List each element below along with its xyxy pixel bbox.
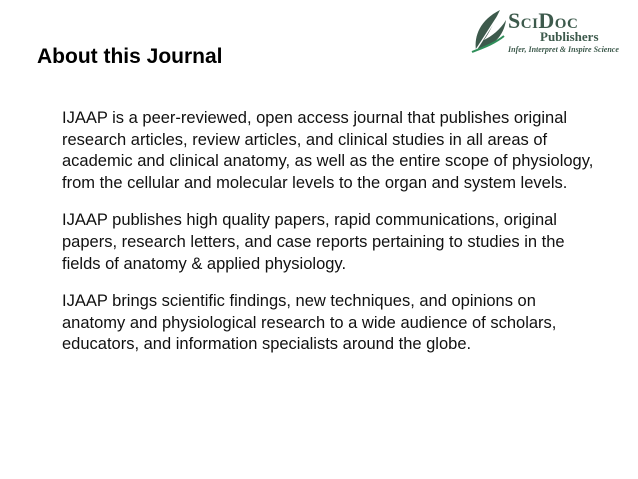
logo-brand-text: SciDoc	[508, 8, 579, 33]
page-title: About this Journal	[37, 45, 223, 68]
description-paragraph-3: IJAAP brings scientific findings, new techniques, and opinions on anatomy and physiological research to a wide audience of scholars, educators, and information specialists around the globe.	[62, 292, 557, 354]
logo-sub-text: Publishers	[540, 29, 599, 44]
leaf-logo-icon	[470, 6, 510, 56]
publisher-logo	[470, 6, 632, 58]
description-paragraph-1: IJAAP is a peer-reviewed, open access journal that publishes original research articles, review articles, and clinical studies in all areas of academic and clinical anatomy, as well as the entire scope of physiology, from the cellular and molecular levels to the organ and system levels.	[62, 109, 594, 192]
logo-tagline: Infer, Interpret & Inspire Science	[508, 45, 619, 54]
journal-description	[62, 108, 602, 356]
description-paragraph-2: IJAAP publishes high quality papers, rapid communications, original papers, research letters, and case reports pertaining to studies in the fields of anatomy & applied physiology.	[62, 211, 565, 273]
